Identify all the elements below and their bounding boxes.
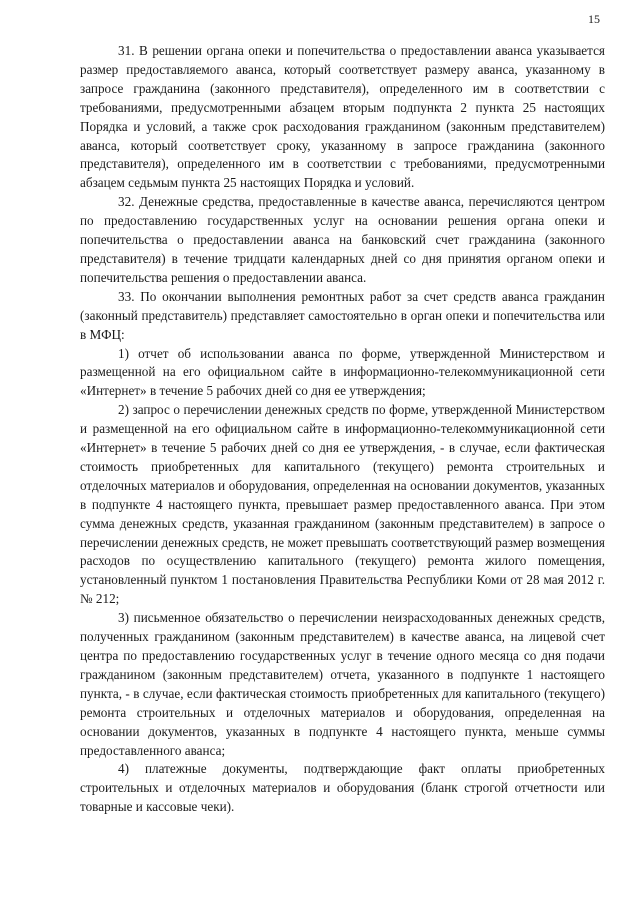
paragraph-33: 33. По окончании выполнения ремонтных работ за счет средств аванса гражданин (законный представитель) представляет самостоятельно в орган опеки и попечительства или в МФЦ: [80,288,605,342]
paragraph-31: 31. В решении органа опеки и попечительства о предоставлении аванса указывается размер предоставляемого аванса, который соответствует размеру аванса, указанному в запросе гражданина (законного представителя), определенного им в соответствии с требованиями, предусмотренными абзацем вторым подпункта 2 пункта 25 настоящих Порядка и условий, а также срок расходования гражданином (законным представителем) аванса, который соответствует сроку, указанному в запросе гражданина (законного представителя), определенного им в соответствии с требованиями, предусмотренными абзацем седьмым пункта 25 настоящих Порядка и условий. [80,43,605,191]
subparagraph-3: 3) письменное обязательство о перечислении неизрасходованных денежных средств, полученных гражданином (законным представителем) в качестве аванса, на лицевой счет центра по предоставлению государственных услуг в течение одного месяца со дня подачи гражданином (законным представителем) отчета, указанного в подпункте 1 настоящего пункта, - в случае, если фактическая стоимость приобретенных для капитального (текущего) ремонта строительных и отделочных материалов и оборудования, определенная на основании документов, указанных в подпункте 4 настоящего пункта, меньше суммы предоставленного аванса; [80,610,605,758]
subparagraph-1: 1) отчет об использовании аванса по форме, утвержденной Министерством и размещенной на его официальном сайте в информационно-телекоммуникационной сети «Интернет» в течение 5 рабочих дней со дня ее утверждения; [80,345,605,399]
subparagraph-2: 2) запрос о перечислении денежных средств по форме, утвержденной Министерством и размещенной на его официальном сайте в информационно-телекоммуникационной сети «Интернет» в течение 5 рабочих дней со дня ее утверждения, - в случае, если фактическая стоимость приобретенных для капитального (текущего) ремонта строительных и отделочных материалов и оборудования, определенная на основании документов, указанных в подпункте 4 настоящего пункта, превышает размер предоставленного аванса. При этом сумма денежных средств, указанная гражданином (законным представителем) в запросе о перечислении денежных средств, не может превышать соответствующий размер возмещения расходов по осуществлению капитального (текущего) ремонта жилого помещения, установленный пунктом 1 постановления Правительства Республики Коми от 28 мая 2012 г. № 212; [80,402,605,607]
document-body [80,42,605,817]
paragraph-32: 32. Денежные средства, предоставленные в качестве аванса, перечисляются центром по предоставлению государственных услуг на основании решения органа опеки и попечительства о предоставлении аванса на банковский счет гражданина (законного представителя) в течение тридцати календарных дней со дня принятия органом опеки и попечительства решения о предоставлении аванса. [80,194,605,285]
page-number: 15 [588,12,600,26]
subparagraph-4: 4) платежные документы, подтверждающие факт оплаты приобретенных строительных и отделочных материалов и оборудования (бланк строгой отчетности или товарные и кассовые чеки). [80,761,605,815]
